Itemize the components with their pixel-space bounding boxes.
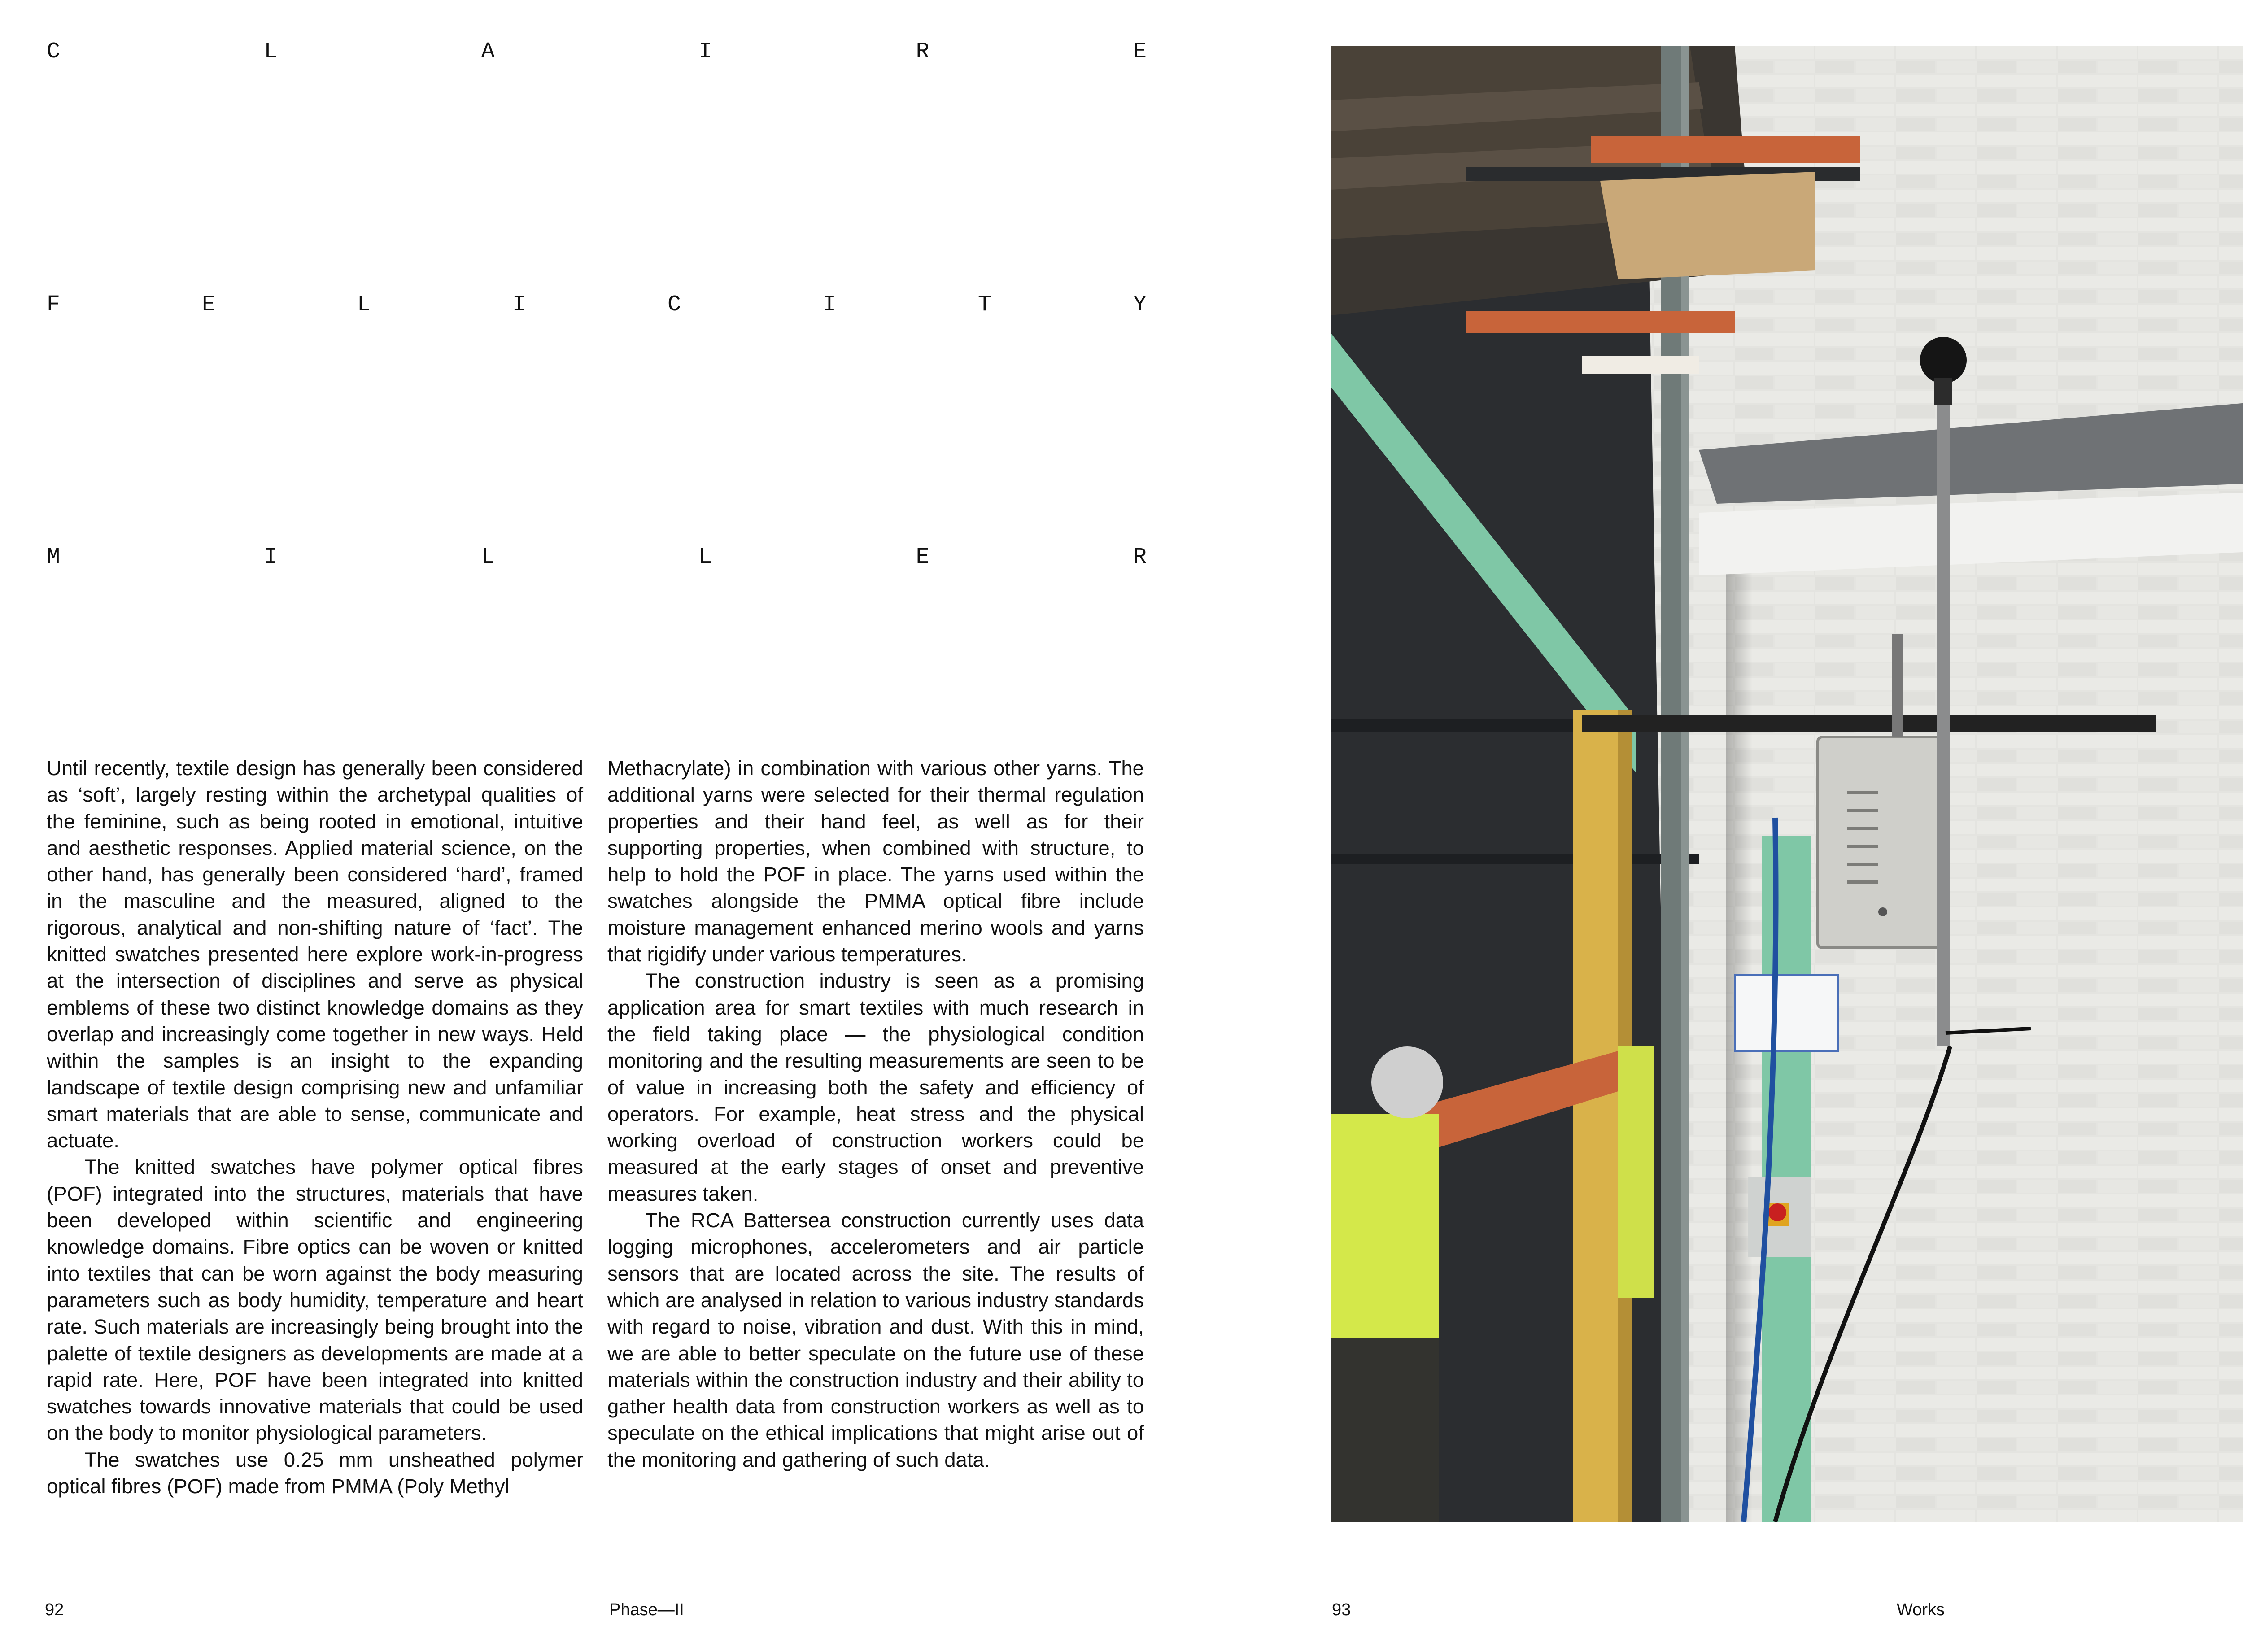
name-letter: M (47, 545, 61, 570)
name-letter: C (47, 39, 61, 65)
name-letter: R (1133, 545, 1147, 570)
section-label-left: Phase—II (609, 1600, 684, 1619)
name-letter: I (698, 39, 712, 65)
name-letter: Y (1133, 292, 1147, 318)
name-letter: R (916, 39, 929, 65)
author-first-name (47, 39, 1147, 65)
name-letter: L (264, 39, 278, 65)
microphone-head (1920, 337, 1967, 384)
author-middle-name (47, 292, 1147, 318)
name-letter: T (977, 292, 991, 318)
microphone-pole (1937, 396, 1950, 1046)
page-number-left: 92 (45, 1600, 64, 1619)
name-letter: L (698, 545, 712, 570)
name-letter: E (1133, 39, 1147, 65)
worker-hi-vis (1331, 1114, 1439, 1338)
body-paragraph: Until recently, textile design has generally been considered as ‘soft’, largely resting within the archetypal qualities of the feminine, such as being rooted in emotional, intuitive and aesthetic responses. Applied material science, on the other hand, has generally been considered ‘hard’, framed in the masculine and the measured, aligned to the rigorous, analytical and non-shifting nature of ‘fact’. The knitted swatches presented here explore work-in-progress at the intersection of disciplines and serve as physical emblems of these two distinct knowledge domains as they overlap and increasingly come together in new ways. Held within the samples is an insight to the expanding landscape of textile design comprising new and unfamiliar smart materials that are able to sense, communicate and actuate. (47, 757, 583, 1152)
section-label-right: Works (1897, 1600, 1945, 1619)
construction-site-photo (1331, 46, 2243, 1522)
name-letter: I (822, 292, 836, 318)
body-paragraph: Methacrylate) in combination with various other yarns. The additional yarns were selected for their thermal regulation properties and their hand feel, as well as for their supporting properties, when combined with structure, to help to hold the POF in place. The yarns used within the swatches alongside the PMMA optical fibre include moisture management enhanced merino wools and yarns that rigidify under various temperatures. (607, 757, 1144, 966)
name-letter: E (201, 292, 215, 318)
page-number-right: 93 (1332, 1600, 1351, 1619)
body-column-left (47, 755, 583, 1499)
author-last-name (47, 544, 1147, 571)
body-paragraph: The construction industry is seen as a promising application area for smart textiles with much research in the field taking place — the physiological condition monitoring and the resulting measurements are seen to be of value in increasing both the safety and efficiency of operators. For example, heat stress and the physical working overload of construction workers could be measured at the early stages of onset and preventive measures taken. (607, 969, 1144, 1205)
body-paragraph: The knitted swatches have polymer optical fibres (POF) integrated into the structures, materials that have been developed within scientific and engineering knowledge domains. Fibre optics can be woven or knitted into textiles that can be worn against the body measuring parameters such as body humidity, temperature and heart rate. Such materials are increasingly being brought into the palette of textile designers as developments are made at a rapid rate. Here, POF have been integrated into knitted swatches towards innovative materials that could be used on the body to monitor physiological parameters. (47, 1155, 583, 1445)
name-letter: L (357, 292, 371, 318)
body-column-right (607, 755, 1144, 1473)
body-paragraph: The swatches use 0.25 mm unsheathed polymer optical fibres (POF) made from PMMA (Poly Methyl (47, 1448, 583, 1498)
body-paragraph: The RCA Battersea construction currently uses data logging microphones, accelerometers and air particle sensors that are located across the site. The results of which are analysed in relation to various industry standards with regard to noise, vibration and dust. With this in mind, we are able to better speculate on the future use of these materials within the construction industry and their ability to gather health data from construction workers as well as to speculate on the ethical implications that might arise out of the monitoring and gathering of such data. (607, 1209, 1144, 1471)
name-letter: L (481, 545, 495, 570)
name-letter: C (667, 292, 681, 318)
photo-illustration (1331, 46, 2243, 1522)
name-letter: F (47, 292, 61, 318)
name-letter: I (264, 545, 278, 570)
name-letter: I (512, 292, 526, 318)
name-letter: E (916, 545, 929, 570)
name-letter: A (481, 39, 495, 65)
